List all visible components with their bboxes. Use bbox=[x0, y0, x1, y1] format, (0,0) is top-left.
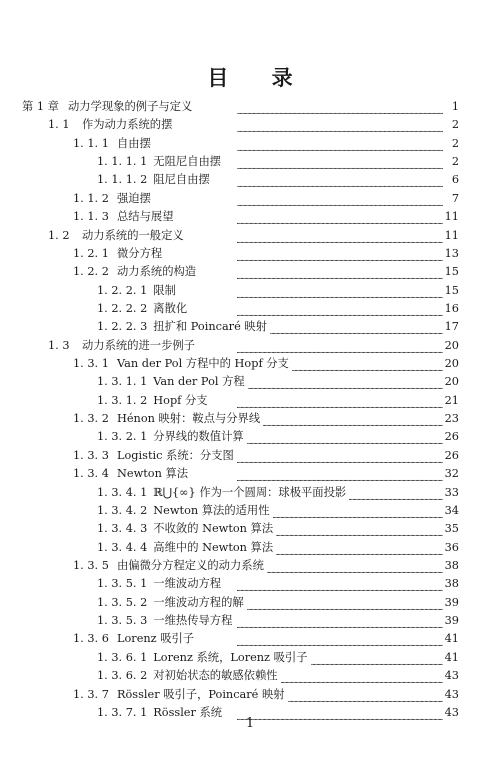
toc-entry[interactable] bbox=[97, 373, 459, 391]
toc-entry-page: 36 bbox=[444, 540, 459, 554]
toc-entry-title: 一维波动方程 bbox=[153, 577, 222, 591]
toc-entry-page: 20 bbox=[444, 338, 459, 352]
toc-entry-title: 无阻尼自由摆 bbox=[153, 155, 222, 169]
toc-dot-leader bbox=[273, 506, 443, 520]
toc-dot-leader bbox=[187, 231, 443, 245]
toc-entry-number: 1. 2. 1 bbox=[73, 246, 109, 260]
toc-entry-title: Logistic 系统：分支图 bbox=[117, 448, 234, 462]
toc-dot-leader bbox=[179, 286, 443, 300]
toc-entry-title: 由偏微分方程定义的动力系统 bbox=[117, 559, 264, 572]
toc-entry-number: 1. 3. 5. 2 bbox=[97, 595, 148, 609]
toc-entry-title: 动力学现象的例子与定义 bbox=[68, 100, 193, 113]
toc-entry-number: 1. 3. 5 bbox=[73, 559, 109, 572]
toc-entry-title: 不收敛的 Newton 算法 bbox=[153, 522, 274, 536]
toc-entry[interactable] bbox=[97, 282, 459, 300]
toc-entry-page: 38 bbox=[444, 577, 459, 591]
toc-dot-leader bbox=[191, 469, 443, 483]
toc-entry[interactable] bbox=[97, 520, 459, 538]
toc-entry-page: 26 bbox=[444, 448, 459, 462]
toc-entry-number: 1. 3. 5. 3 bbox=[97, 614, 148, 628]
toc-entry-page: 2 bbox=[451, 155, 459, 169]
toc-dot-leader bbox=[154, 194, 443, 208]
toc-entry-number: 1. 3. 6 bbox=[73, 632, 109, 646]
toc-entry-number: 1. 2. 2. 3 bbox=[97, 320, 148, 334]
toc-dot-leader bbox=[177, 212, 443, 226]
toc-entry-number: 1. 3. 4. 3 bbox=[97, 522, 148, 536]
toc-entry-number: 1. 3. 1. 2 bbox=[97, 393, 148, 407]
toc-entry-number: 1. 1. 1. 2 bbox=[97, 173, 148, 187]
toc-entry-number: 1. 1. 1. 1 bbox=[97, 155, 148, 169]
toc-entry[interactable] bbox=[73, 190, 459, 208]
toc-entry[interactable] bbox=[48, 116, 459, 134]
toc-dot-leader bbox=[263, 414, 442, 428]
toc-entry-title: 自由摆 bbox=[117, 136, 151, 150]
toc-entry-page: 41 bbox=[444, 632, 459, 646]
toc-entry[interactable] bbox=[97, 318, 459, 336]
toc-entry-number: 1. 3. 3 bbox=[73, 448, 109, 462]
toc-entry-title: 动力系统的构造 bbox=[117, 265, 197, 279]
toc-dot-leader bbox=[235, 616, 442, 630]
toc-entry-number: 1. 3. 4. 1 bbox=[97, 485, 148, 499]
toc-entry-page: 20 bbox=[444, 375, 459, 389]
toc-entry-number: 1. 3. 2 bbox=[73, 412, 109, 426]
toc-entry[interactable] bbox=[73, 557, 459, 575]
toc-entry[interactable] bbox=[73, 410, 459, 428]
toc-entry-page: 21 bbox=[444, 393, 459, 407]
toc-entry[interactable] bbox=[73, 355, 459, 373]
toc-dot-leader bbox=[281, 671, 443, 685]
toc-dot-leader bbox=[247, 432, 443, 446]
toc-entry-page: 15 bbox=[444, 265, 459, 279]
toc-entry[interactable] bbox=[73, 263, 459, 281]
toc-entry-number: 1. 3. 7 bbox=[73, 687, 109, 701]
toc-entry-page: 23 bbox=[444, 412, 459, 426]
toc-entry-number: 1. 1. 1 bbox=[73, 136, 109, 150]
toc-entry[interactable] bbox=[97, 612, 459, 630]
toc-entry[interactable] bbox=[97, 153, 459, 171]
toc-entry-title: 微分方程 bbox=[117, 246, 163, 260]
toc-entry-page: 6 bbox=[451, 173, 459, 187]
toc-entry-title: 动力系统的一般定义 bbox=[82, 228, 184, 242]
toc-entry-page: 43 bbox=[444, 687, 459, 701]
toc-entry-page: 38 bbox=[444, 559, 459, 572]
toc-entry-page: 11 bbox=[444, 228, 459, 242]
toc-entry-title: 分界线的数值计算 bbox=[153, 430, 244, 444]
toc-entry-page: 7 bbox=[451, 191, 459, 205]
toc-entry-number: 1. 2 bbox=[48, 228, 70, 242]
toc-entry-title: Newton 算法 bbox=[117, 467, 189, 481]
toc-dot-leader bbox=[276, 543, 443, 557]
toc-entry-number: 1. 3. 2. 1 bbox=[97, 430, 148, 444]
toc-dot-leader bbox=[190, 304, 442, 318]
toc-entry-title: 高维中的 Newton 算法 bbox=[153, 540, 274, 554]
toc-entry-page: 1 bbox=[451, 100, 459, 113]
toc-entry-page: 43 bbox=[444, 669, 459, 683]
toc-entry[interactable] bbox=[73, 686, 459, 704]
toc-dot-leader bbox=[237, 451, 443, 465]
toc-entry-page: 2 bbox=[451, 118, 459, 132]
toc-entry-page: 33 bbox=[444, 485, 459, 499]
toc-entry[interactable] bbox=[97, 649, 459, 667]
toc-entry-title: Hopf 分支 bbox=[153, 393, 208, 407]
toc-entry-page: 16 bbox=[444, 301, 459, 315]
toc-entry[interactable] bbox=[22, 98, 459, 116]
toc-entry[interactable] bbox=[48, 337, 459, 355]
toc-dot-leader bbox=[349, 488, 442, 502]
toc-entry-page: 43 bbox=[444, 705, 459, 719]
toc-dot-leader bbox=[248, 377, 443, 391]
toc-entry[interactable] bbox=[97, 667, 459, 685]
toc-entry-title: 总结与展望 bbox=[117, 210, 174, 224]
toc-dot-leader bbox=[154, 139, 443, 153]
toc-entry-number: 1. 3. 4 bbox=[73, 467, 109, 481]
toc-entry-page: 26 bbox=[444, 430, 459, 444]
toc-entry-title: Van der Pol 方程 bbox=[153, 375, 245, 389]
toc-entry-page: 15 bbox=[444, 283, 459, 297]
toc-entry-page: 11 bbox=[444, 210, 459, 224]
toc-entry-title: Rössler 吸引子，Poincaré 映射 bbox=[117, 687, 285, 701]
toc-entry-title: ℝ⋃{∞} 作为一个圆周：球极平面投影 bbox=[153, 485, 347, 499]
toc-entry[interactable] bbox=[97, 300, 459, 318]
toc-dot-leader bbox=[224, 579, 443, 593]
toc-entry[interactable] bbox=[97, 502, 459, 520]
toc-dot-leader bbox=[276, 524, 443, 538]
toc-entry[interactable] bbox=[73, 245, 459, 263]
toc-entry-page: 20 bbox=[444, 357, 459, 371]
toc-dot-leader bbox=[311, 653, 443, 667]
toc-entry-title: 离散化 bbox=[153, 301, 188, 315]
toc-entry-number: 1. 3. 5. 1 bbox=[97, 577, 148, 591]
toc-dot-leader bbox=[247, 598, 443, 612]
toc-dot-leader bbox=[224, 157, 443, 171]
toc-entry-number: 1. 1. 3 bbox=[73, 210, 109, 224]
toc-entry-title: 一维波动方程的解 bbox=[153, 595, 244, 609]
toc-title: 目 录 bbox=[207, 65, 311, 90]
toc-entry-page: 13 bbox=[444, 246, 459, 260]
toc-entry[interactable] bbox=[73, 135, 459, 153]
toc-dot-leader bbox=[211, 396, 443, 410]
toc-entry-page: 41 bbox=[444, 650, 459, 664]
toc-entry-page: 35 bbox=[444, 522, 459, 536]
toc-entry-number: 1. 3. 7. 1 bbox=[97, 705, 148, 719]
toc-entry[interactable] bbox=[97, 594, 459, 612]
toc-entry[interactable] bbox=[73, 630, 459, 648]
toc-entry-title: 一维热传导方程 bbox=[153, 614, 233, 628]
toc-entry[interactable] bbox=[73, 208, 459, 226]
toc-entry-page: 39 bbox=[444, 614, 459, 628]
toc-entry[interactable] bbox=[97, 539, 459, 557]
toc-entry-number: 第 1 章 bbox=[22, 100, 59, 113]
toc-entry-page: 39 bbox=[444, 595, 459, 609]
toc-entry-number: 1. 2. 2. 2 bbox=[97, 301, 148, 315]
toc-dot-leader bbox=[165, 249, 442, 263]
toc-entry-title: 扭扩和 Poincaré 映射 bbox=[153, 320, 267, 334]
toc-entry-page: 17 bbox=[444, 320, 459, 334]
toc-entry-number: 1. 1 bbox=[48, 118, 70, 132]
toc-entry[interactable] bbox=[97, 484, 459, 502]
toc-entry[interactable] bbox=[73, 465, 459, 483]
toc-entry-title: 强迫摆 bbox=[117, 191, 151, 205]
toc-entry-number: 1. 3 bbox=[48, 338, 70, 352]
toc-entry-page: 2 bbox=[451, 136, 459, 150]
toc-dot-leader bbox=[199, 267, 443, 281]
toc-entry-number: 1. 1. 2 bbox=[73, 191, 109, 205]
toc-dot-leader bbox=[288, 690, 443, 704]
page-number: 1 bbox=[245, 716, 255, 731]
toc-entry-title: Rössler 系统 bbox=[153, 705, 223, 719]
toc-dot-leader bbox=[292, 359, 443, 373]
toc-entry-title: Van der Pol 方程中的 Hopf 分支 bbox=[117, 357, 289, 371]
toc-entry-title: 动力系统的进一步例子 bbox=[82, 338, 195, 352]
toc-entry-number: 1. 3. 6. 1 bbox=[97, 650, 148, 664]
toc-entry-title: 作为动力系统的摆 bbox=[82, 118, 173, 132]
toc-entry[interactable] bbox=[48, 227, 459, 245]
toc-entry[interactable] bbox=[97, 575, 459, 593]
toc-entry-title: 阻尼自由摆 bbox=[153, 173, 210, 187]
toc-entry[interactable] bbox=[97, 428, 459, 446]
toc-entry-number: 1. 3. 4. 4 bbox=[97, 540, 148, 554]
toc-entry-number: 1. 3. 1 bbox=[73, 357, 109, 371]
toc-entry-number: 1. 3. 4. 2 bbox=[97, 503, 148, 517]
toc-dot-leader bbox=[175, 120, 443, 134]
toc-entry-title: Lorenz 吸引子 bbox=[117, 632, 195, 646]
toc-dot-leader bbox=[195, 102, 443, 116]
toc-entry-number: 1. 2. 2 bbox=[73, 265, 109, 279]
toc-entry[interactable] bbox=[73, 447, 459, 465]
toc-dot-leader bbox=[267, 561, 443, 575]
toc-dot-leader bbox=[197, 634, 443, 648]
toc-entry-number: 1. 3. 6. 2 bbox=[97, 669, 148, 683]
toc-entry-title: 对初始状态的敏感依赖性 bbox=[153, 669, 278, 683]
toc-entry-title: Newton 算法的适用性 bbox=[153, 503, 270, 517]
toc-dot-leader bbox=[270, 322, 443, 336]
toc-entry-title: Lorenz 系统，Lorenz 吸引子 bbox=[153, 650, 308, 664]
toc-entry[interactable] bbox=[97, 392, 459, 410]
toc-entry-page: 34 bbox=[444, 503, 459, 517]
toc-entry-number: 1. 2. 2. 1 bbox=[97, 283, 148, 297]
toc-entry-title: Hénon 映射：鞍点与分界线 bbox=[117, 412, 261, 426]
toc-dot-leader bbox=[213, 175, 443, 189]
toc-entry-number: 1. 3. 1. 1 bbox=[97, 375, 148, 389]
toc-entry-title: 限制 bbox=[153, 283, 176, 297]
toc-entry[interactable] bbox=[97, 171, 459, 189]
toc-dot-leader bbox=[198, 341, 443, 355]
toc-entry-page: 32 bbox=[444, 467, 459, 481]
